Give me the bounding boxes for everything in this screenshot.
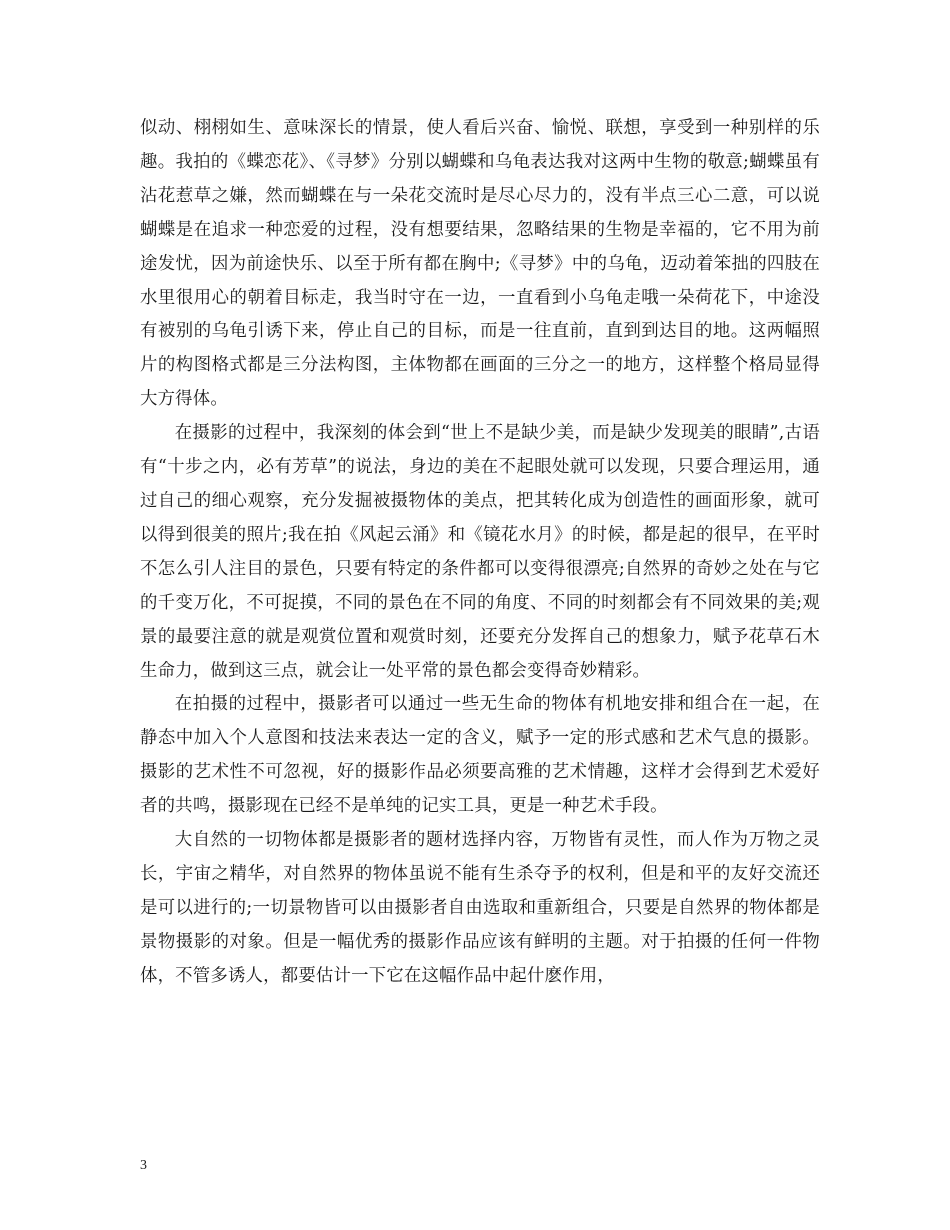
page-number: 3 — [140, 1158, 147, 1173]
paragraph-2: 在摄影的过程中，我深刻的体会到“世上不是缺少美，而是缺少发现美的眼睛”,古语有“十步之内，必有芳草”的说法，身边的美在不起眼处就可以发现，只要合理运用，通过自己的细心观察，充分发掘被摄物体的美点，把其转化成为创造性的画面形象，就可以得到很美的照片;我在拍《风起云涌》和《镜花水月》的时候，都是起的很早，在平时不怎么引人注目的景色，只要有特定的条件都可以变得很漂亮;自然界的奇妙之处在与它的千变万化，不可捉摸，不同的景色在不同的角度、不同的时刻都会有不同效果的美;观景的最要注意的就是观赏位置和观赏时刻，还要充分发挥自己的想象力，赋予花草石木生命力，做到这三点，就会让一处平常的景色都会变得奇妙精彩。 — [140, 423, 820, 681]
document-body — [140, 112, 820, 994]
paragraph-4: 大自然的一切物体都是摄影者的题材选择内容，万物皆有灵性，而人作为万物之灵长，宇宙之精华，对自然界的物体虽说不能有生杀夺予的权利，但是和平的友好交流还是可以进行的;一切景物皆可以由摄影者自由选取和重新组合，只要是自然界的物体都是景物摄影的对象。但是一幅优秀的摄影作品应该有鲜明的主题。对于拍摄的任何一件物体，不管多诱人，都要估计一下它在这幅作品中起什麽作用， — [140, 830, 820, 986]
paragraph-3: 在拍摄的过程中，摄影者可以通过一些无生命的物体有机地安排和组合在一起，在静态中加入个人意图和技法来表达一定的含义，赋予一定的形式感和艺术气息的摄影。摄影的艺术性不可忽视，好的摄影作品必须要高雅的艺术情趣，这样才会得到艺术爱好者的共鸣，摄影现在已经不是单纯的记实工具，更是一种艺术手段。 — [140, 694, 820, 817]
paragraph-1: 似动、栩栩如生、意味深长的情景，使人看后兴奋、愉悦、联想，享受到一种别样的乐趣。我拍的《蝶恋花》、《寻梦》分别以蝴蝶和乌龟表达我对这两中生物的敬意;蝴蝶虽有沾花惹草之嫌，然而蝴蝶在与一朵花交流时是尽心尽力的，没有半点三心二意，可以说蝴蝶是在追求一种恋爱的过程，没有想要结果，忽略结果的生物是幸福的，它不用为前途发忧，因为前途快乐、以至于所有都在胸中;《寻梦》中的乌龟，迈动着笨拙的四肢在水里很用心的朝着目标走，我当时守在一边，一直看到小乌龟走哦一朵荷花下，中途没有被别的乌龟引诱下来，停止自己的目标，而是一往直前，直到到达目的地。这两幅照片的构图格式都是三分法构图，主体物都在画面的三分之一的地方，这样整个格局显得大方得体。 — [140, 118, 820, 410]
